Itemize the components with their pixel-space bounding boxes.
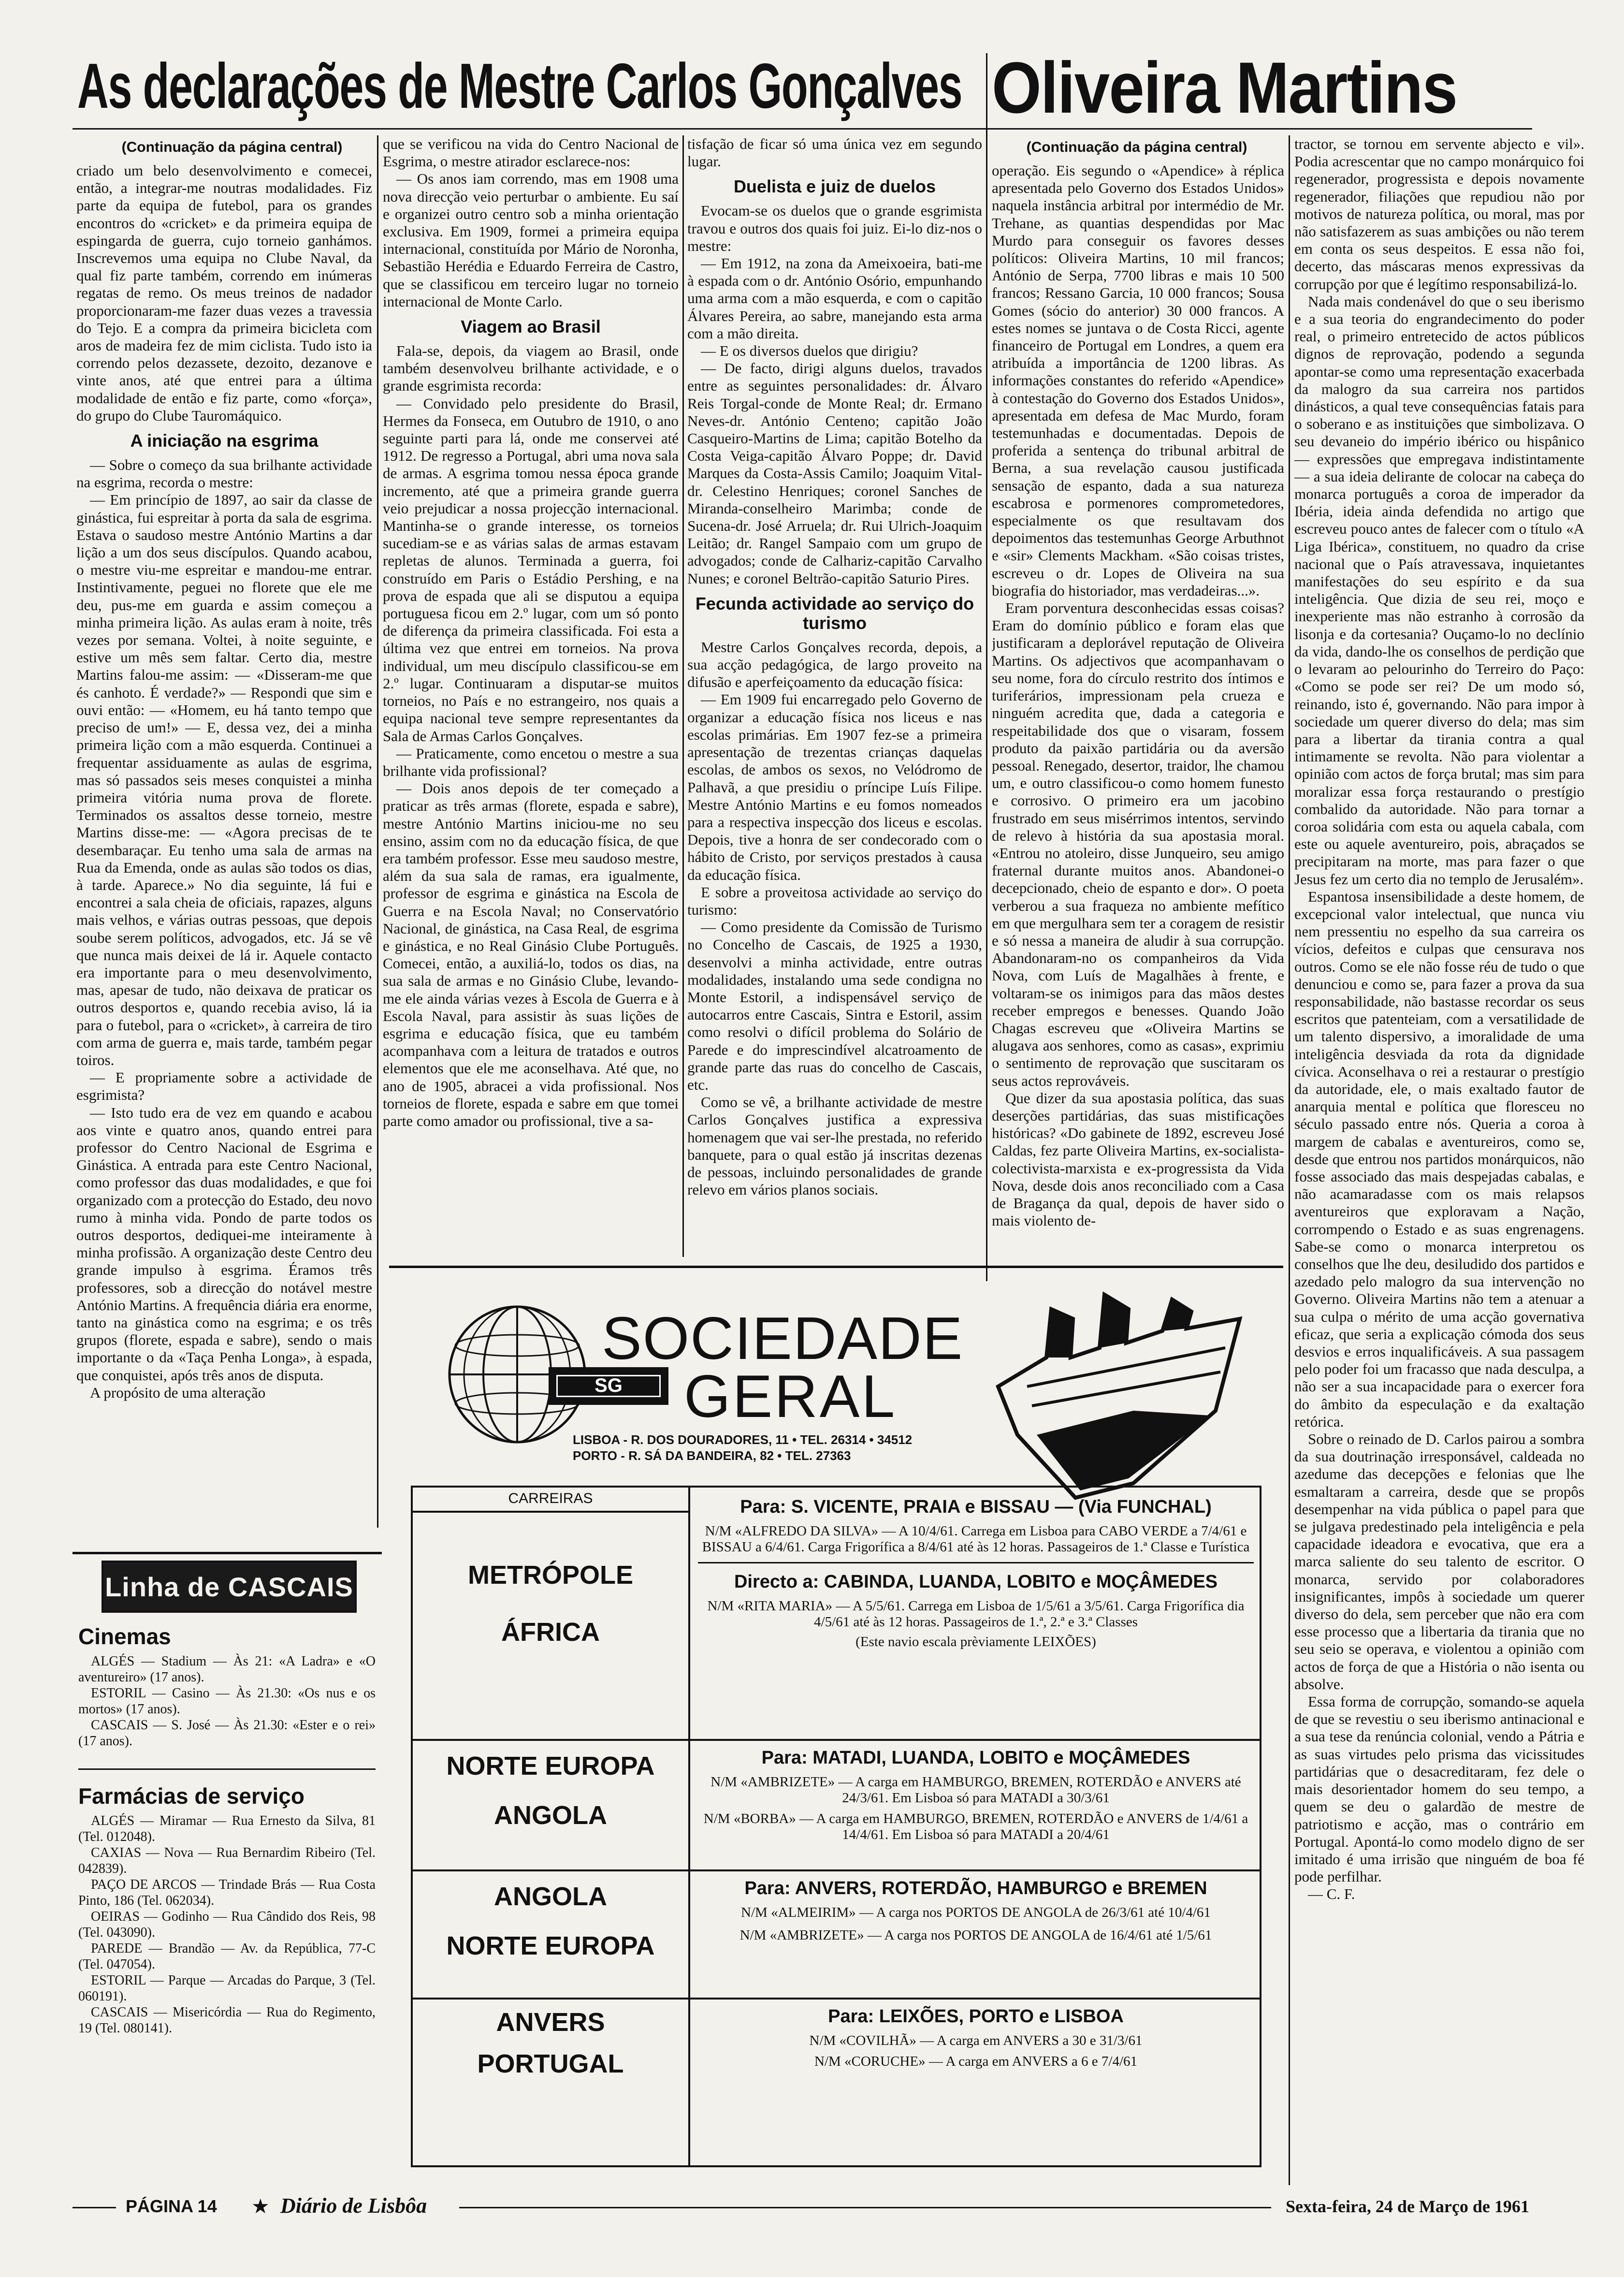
farmacia-item: CASCAIS — Misericórdia — Rua do Regimento, 19 (Tel. 080141). (78, 2005, 376, 2036)
continuation-label-left: (Continuação da página central) (121, 139, 343, 155)
farmacias-list (78, 1813, 376, 2036)
goncalves-c3b-p1: — Em 1912, na zona da Ameixoeira, bati-me à espada com o dr. António Osório, empunhando uma arma com a mão esquerda, e com o capitão Álvares Pereira, ao sabre, manejando esta arma com a mão direita. (687, 255, 982, 342)
route-4-line-a: N/M «COVILHÃ» — A carga em ANVERS a 30 e 31/3/61 (809, 2033, 1143, 2048)
goncalves-c1b-p3: — Isto tudo era de vez em quando e acabou aos vinte e quatro anos, quando entrei para professor do Centro Nacional de Esgrima e Ginástica. A entrada para este Centro Nacional, como professor das duas modalidades, e que foi organizado com a protecção do Estado, deu novo rumo à minha vida. Pondo de parte todos os outros desportos, dediquei-me inteiramente à minha profissão. A organização deste Centro deu grande impulso à esgrima. Éramos três professores, sob a direcção do notável mestre António Martins. A frequência diária era enorme, tanto na ginástica como na esgrima; e os três grupos (florete, espada e sabre), sendo o mais importante o da «Taça Penha Longa», à espada, que conquistei, após três anos de disputa. (76, 1104, 372, 1384)
cascais-banner (102, 1561, 357, 1613)
route-3-from: ANGOLA (494, 1882, 607, 1911)
goncalves-c1b-p4: A propósito de uma alteração (90, 1384, 266, 1401)
route-3-line-a: N/M «ALMEIRIM» — A carga nos PORTOS DE ANGOLA de 26/3/61 até 10/4/61 (741, 1905, 1211, 1920)
footer (72, 2192, 1537, 2221)
goncalves-c1b-p1: — Em princípio de 1897, ao sair da classe de ginástica, fui espreitar à porta da sala de esgrima. Estava o saudoso mestre António Martins a dar lição a um dos seus discípulos. Quando acabou, o mestre viu-me espreitar e mandou-me entrar. Instintivamente, peguei no florete que ele me deu, pus-me em guarda e assim começou a minha primeira lição. As aulas eram à noite, três vezes por semana. Voltei, à noite seguinte, e estive um mês sem faltar. Certo dia, mestre Martins falou-me assim: — «Disseram-me que és canhoto. É verdade?» — Respondi que sim e ouvi então: — «Homem, eu há tanto tempo que preciso de um!» — E, dessa vez, dei a minha primeira lição com a mão esquerda. Continuei a frequentar assiduamente as aulas de esgrima, mas só passados seis meses conquistei a minha primeira vitória numa prova de florete. Terminados os assaltos desse torneio, mestre Martins disse-me: — «Agora precisas de te desembaraçar. Eu tenho uma sala de armas na Rua da Emenda, onde as aulas são todos os dias, à tarde. Aparece.» No dia seguinte, lá fui e encontrei a sala cheia de oficiais, rapazes, alguns mais velhos, e várias outras pessoas, que depois soube serem políticos, advogados, etc. Já se vê que nunca mais deixei de lá ir. Aquele contacto era importante para o meu desenvolvimento, mas, apesar de tudo, não deixava de praticar os outros desportos e, quando recebia aviso, lá ia para o futebol, para o «cricket», à carreira de tiro com arma de guerra e, mais tarde, também pegar toiros. (76, 491, 372, 1068)
route-4-line-b: N/M «CORUCHE» — A carga em ANVERS a 6 e 7/4/61 (814, 2054, 1138, 2069)
route-2-line-b: N/M «BORBA» — A carga em HAMBURGO, BREMEN, ROTERDÃO e ANVERS de 1/4/61 a 14/4/61. Em Lisboa só para MATADI a 20/4/61 (703, 1811, 1248, 1842)
route-1-head-b: Directo a: CABINDA, LUANDA, LOBITO e MOÇÂMEDES (734, 1572, 1218, 1592)
oliveira-col-1 (992, 162, 1284, 1257)
goncalves-c2b-p0: Fala-se, depois, da viagem ao Brasil, onde também desenvolveu brilhante actividade, e o grande esgrimista recorda: (383, 342, 679, 394)
ad-address-porto: PORTO - R. SÁ DA BANDEIRA, 82 • TEL. 27363 (573, 1448, 851, 1463)
goncalves-c3b-p3: — De facto, dirigi alguns duelos, travados entre as seguintes personalidades: dr. Álvaro Reis Torgal-conde de Monte Real; dr. Ermano Neves-dr. António Centeno; capitão João Casqueiro-Martins de Lima; capitão Botelho da Costa Veiga-capitão Álvaro Poppe; dr. David Marques da Costa-Assis Camilo; Joaquim Vital-dr. Celestino Henriques; coronel Sanches de Miranda-conselheiro Marimba; conde de Sucena-dr. José Arruela; dr. Rui Ulrich-Joaquim Leitão; dr. Rangel Sampaio com um grupo de advogados; conde de Calhariz-capitão Carvalho Nunes; e coronel Beltrão-capitão Saturio Pires. (687, 360, 982, 587)
goncalves-c3c-p3: — Como presidente da Comissão de Turismo no Concelho de Cascais, de 1925 a 1930, desenvolvi a minha actividade, entre outras modalidades, instalando uma sede condigna no Monte Estoril, a indispensável serviço de autocarros entre Cascais, Sintra e Estoril, assim como resolvi o difícil problema do Solário de Parede e do imprescindível alcatroamento de grande parte das ruas do concelho de Cascais, etc. (687, 919, 982, 1093)
goncalves-col-2 (383, 135, 679, 1257)
oliveira-c2-p3: Sobre o reinado de D. Carlos pairou a sombra da sua doutrinação irresponsável, caldeada no azedume das decepções e felonias que lhe esmaltaram a carreira, desde que se propôs desempenhar na vida pública o papel para que se julgava predestinado pela inteligência e pela capacidade ideadora e evocativa, que era a marca saliente do seu talento de escritor. O monarca, servido por colaboradores insignificantes, impôs à sociedade um querer diverso do dela, sem perceber que não era com esse processo que a libertaria da tirania que no seu seio se operava, e violentou a opinião com actos de força de que a História o não isenta ou absolve. (1294, 1430, 1584, 1693)
oliveira-c2-p0: tractor, se tornou em servente abjecto e vil». Podia acrescentar que no campo monárquico foi regenerador, progressista e depois novamente regenerador, filiações que repudiou não por motivos de natureza política, ou moral, mas por não satisfazerem as suas ambições ou não terem em conta os seus despeitos. E essa não foi, decerto, das máscaras menos expressivas da corrupção por que é legítimo responsabilizá-lo. (1294, 135, 1584, 292)
route-1-note: (Este navio escala prèviamente LEIXÕES) (856, 1634, 1096, 1649)
route-2-from: NORTE EUROPA (446, 1752, 655, 1781)
route-2-schedule (698, 1746, 1254, 1843)
goncalves-c3c-p2: E sobre a proveitosa actividade ao serviço do turismo: (687, 883, 982, 918)
route-4-schedule (698, 2005, 1254, 2070)
cinemas-list (78, 1653, 376, 1749)
oliveira-c2-p1: Nada mais condenável do que o seu iberismo e a sua teoria do engrandecimento do poder real, o primeiro entretecido de actos públicos dignos de reprovação, podendo a segunda apontar-se como uma representação exacerbada da malogro da sua carreira nos partidos dinásticos, a qual teve consequências fatais para o soberano e as instituições que simbolizava. O seu devaneio do império ibérico ou hispânico — expressões que empregava indistintamente — a sua ideia delirante de colocar na cabeça do monarca português a coroa de imperador da Ibéria, ideia ainda defendida no artigo que escreveu pouco antes de falecer com o título «A Liga Ibérica», constituem, no quadro da crise nacional que o País atravessava, inquietantes manifestações do seu espírito e da sua inteligência. Que dizia de seu rei, moço e inexperiente mas não estranho à corrosão da lisonja e da cortesania? Ouçamo-lo no declínio da vida, dando-lhe os conselhos de perdição que o levaram ao pelourinho do Terreiro do Paço: «Como se pode ser rei? De um modo só, reinando, isto é, governando. Não para impor à sociedade um querer diverso do dela; mas sim para a libertar da tirania contra a qual intimamente se revolta. Não para violentar a opinião com actos de força brutal; mas sim para moralizar essa força restaurando o prestígio combalido da autoridade. Não para tornar a coroa solidária com esta ou aquela cabala, com este ou aquele aventureiro, pois, abraçados se precipitaram na morte, mas para fazer o que Jesus fez um certo dia no templo de Jerusalém». (1294, 292, 1584, 888)
goncalves-c2b-p2: — Praticamente, como encetou o mestre a sua brilhante vida profissional? (383, 744, 679, 779)
footer-star-icon: ★ (251, 2196, 270, 2218)
goncalves-c2-p0: que se verificou na vida do Centro Nacional de Esgrima, o mestre atirador esclarece-nos: (383, 135, 679, 170)
cinema-item: ALGÉS — Stadium — Às 21: «A Ladra» e «O aventureiro» (17 anos). (78, 1654, 376, 1685)
headline-left: As declarações de Mestre Carlos Gonçalves (77, 50, 962, 121)
route-1-line-b: N/M «RITA MARIA» — A 5/5/61. Carrega em Lisboa de 1/5/61 a 3/5/61. Carga Frigorífica dia 4/5/61 até às 12 horas. Passageiros de 1.ª, 2.ª e 3.ª Classes (707, 1598, 1245, 1630)
route-1-line-a: N/M «ALFREDO DA SILVA» — A 10/4/61. Carrega em Lisboa para CABO VERDE a 7/4/61 e BISSAU a 6/4/61. Carga Frigorífica a 8/4/61 até às 12 horas. Passageiros de 1.ª Classe e Turística (702, 1523, 1250, 1555)
oliveira-c2-p2: Espantosa insensibilidade a deste homem, de excepcional valor intelectual, que nunca viu nem pressentiu no espelho da sua carreira os vícios, defeitos e culpas que censurava nos outros. Como se ele não fosse réu de tudo o que denunciou e como se, para fazer a prova da sua responsabilidade, não bastasse recordar os seus escritos que patenteiam, com a versatilidade de um talento dispersivo, a imoralidade de uma inteligência desviada da rota da dignidade cívica. Aconselhava o rei a restaurar o prestígio da autoridade, ele, o mais exaltado fautor de anarquia mental e política que floresceu no século passado entre nós. Queria a coroa à margem de cabalas e aventureiros, como se, desde que entrou nos partidos monárquicos, não fosse associado das mais despejadas cabalas, e não acamaradasse com os mais relapsos aventureiros que exploravam a Nação, corrompendo o Estado e as suas engrenagens. Sabe-se como o monarca interpretou os conselhos que lhe deu, desiludido dos partidos e azedado pelo malogro da sua intervenção no Governo. Oliveira Martins não tem a atenuar a sua culpa o mérito de uma acção governativa eficaz, que seria a explicação cómoda dos seus desvios e erros inqualificáveis. A sua passagem pelo poder foi um fracasso que nada desculpa, a não ser a sua incapacidade para o exercer fora do âmbito da especulação e da exaltação retórica. (1294, 888, 1584, 1430)
ad-brand-line2: GERAL (684, 1363, 897, 1430)
farmacia-item: ALGÉS — Miramar — Rua Ernesto da Silva, 81 (Tel. 012048). (78, 1813, 376, 1844)
continuation-label-right: (Continuação da página central) (1026, 139, 1247, 155)
route-3-left (413, 1882, 688, 1961)
oliveira-c2-p5: — C. F. (1308, 1885, 1355, 1903)
goncalves-c3c-p1: — Em 1909 fui encarregado pelo Governo de organizar a educação física nos liceus e nas escolas primárias. Em 1907 fez-se a primeira apresentação de trezentas crianças daquelas escolas, de ambos os sexos, no Velódromo de Palhavã, a que presidiu o príncipe Luís Filipe. Mestre António Martins e eu fomos nomeados para a respectiva inspecção dos liceus e escolas. Depois, tive a honra de ser condecorado com o hábito de Cristo, por serviços prestados à causa da educação física. (687, 691, 982, 883)
cinema-item: ESTORIL — Casino — Às 21.30: «Os nus e os mortos» (17 anos). (78, 1686, 376, 1717)
goncalves-c2b-p1: — Convidado pelo presidente do Brasil, Hermes da Fonseca, em Outubro de 1910, o ano seguinte parti para lá, onde me conservei até 1912. De regresso a Portugal, abri uma nova sala de armas. A esgrima tomou nessa época grande incremento, até que a primeira grande guerra veio prejudicar a nossa projecção internacional. Mantinha-se o grande interesse, os torneios sucediam-se e as várias salas de armas estavam repletas de alunos. Terminada a guerra, foi construído em Paris o Estádio Pershing, e na prova de espada que ali se disputou a equipa portuguesa ficou em 2.º lugar, com um só ponto de diferença da primeira classificada. Foi esta a última vez que entrei em torneios. Na prova individual, um meu discípulo classificou-se em 2.º lugar. Continuaram a disputar-se muitos torneios, no País e no estrangeiro, nos quais a equipa nacional teve sempre representantes da Sala de Armas Carlos Gonçalves. (383, 394, 679, 744)
goncalves-col-3 (687, 135, 982, 1257)
goncalves-heading-brasil: Viagem ao Brasil (461, 317, 601, 337)
route-1-to: ÁFRICA (501, 1618, 600, 1647)
goncalves-c3c-p0: Mestre Carlos Gonçalves recorda, depois, a sua acção pedagógica, de largo proveito na difusão e aperfeiçoamento da educação física: (687, 638, 982, 691)
goncalves-c2b-p3: — Dois anos depois de ter começado a praticar as três armas (florete, espada e sabre), mestre António Martins iniciou-me no seu ensino, assim com no da educação física, de que era também professor. Esse meu saudoso mestre, além da sua sala de ramas, era igualmente, professor de esgrima e ginástica na Escola de Guerra e na Escola Naval; no Conservatório Nacional, de ginástica, na Casa Real, de esgrima e ginástica, e no Real Ginásio Clube Português. Comecei, então, a auxiliá-lo, todos os dias, na sua sala de armas e no Ginásio Clube, levando-me ele ainda várias vezes à Escola de Guerra e à Escola Naval, para assistir às suas lições de esgrima e educação física, que eu também acompanhava com a leitura de tratados e outros elementos que ele me aconselhava. Até que, no ano de 1905, abracei a vida profissional. Nos torneios de florete, espada e sabre em que tomei parte como amador ou profissional, tive a sa- (383, 780, 679, 1129)
route-3-line-b: N/M «AMBRIZETE» — A carga nos PORTOS DE ANGOLA de 16/4/61 até 1/5/61 (740, 1927, 1212, 1943)
goncalves-c1b-p2: — E propriamente sobre a actividade de esgrimista? (76, 1069, 372, 1104)
ad-address-lisboa: LISBOA - R. DOS DOURADORES, 11 • TEL. 26314 • 34512 (573, 1432, 913, 1447)
route-2-head: Para: MATADI, LUANDA, LOBITO e MOÇÂMEDES (761, 1748, 1190, 1768)
goncalves-c2-p1: — Os anos iam correndo, mas em 1908 uma nova direcção veio perturbar o ambiente. Eu saí e organizei outro centro sob a minha orientação exclusiva. Em 1909, formei a primeira equipa internacional, constituída por Mário de Noronha, Sebastião Herédia e Eduardo Ferreira de Castro, que se classificou em terceiro lugar no torneio internacional de Monte Carlo. (383, 170, 679, 310)
route-1-from: METRÓPOLE (467, 1561, 633, 1590)
farmacia-item: OEIRAS — Godinho — Rua Cândido dos Reis, 98 (Tel. 043090). (78, 1909, 376, 1940)
headline-right: Oliveira Martins (992, 47, 1457, 128)
route-2-line-a: N/M «AMBRIZETE» — A carga em HAMBURGO, BREMEN, ROTERDÃO e ANVERS até 24/3/61. Em Lisboa só para MATADI a 30/3/61 (710, 1774, 1241, 1806)
carreiras-label: CARREIRAS (508, 1490, 593, 1506)
route-1-schedule (698, 1495, 1254, 1650)
route-3-head: Para: ANVERS, ROTERDÃO, HAMBURGO e BREMEN (744, 1878, 1207, 1898)
ship-icon (988, 1290, 1259, 1503)
schedule-table (411, 1486, 1262, 2167)
footer-page: PÁGINA 14 (126, 2196, 217, 2216)
farmacia-item: ESTORIL — Parque — Arcadas do Parque, 3 (Tel. 060191). (78, 1973, 376, 2004)
cinema-item: CASCAIS — S. José — Às 21.30: «Ester e o rei» (17 anos). (78, 1718, 376, 1749)
cascais-banner-text: Linha de CASCAIS (105, 1572, 353, 1602)
goncalves-c1b-p0: — Sobre o começo da sua brilhante actividade na esgrima, recorda o mestre: (76, 456, 372, 491)
oliveira-c1-p0: operação. Eis segundo o «Apendice» à réplica apresentada pelo Governo dos Estados Unidos» naquela instância arbitral por intermédio de Mr. Trehane, as quantias despendidas por Mac Murdo para conseguir os favores desses políticos: Oliveira Martins, 10 mil francos; António de Serpa, 7700 libras e mais 10 500 francos; Ressano Garcia, 10 000 francos; Sousa Gomes (sócio do anterior) 30 000 francos. A estes nomes se juntava o de Costa Ricci, agente financeiro de Portugal em Londres, a quem era atribuída a importância de 1200 libras. As informações constantes do referido «Apendice» à contestação do Governo dos Estados Unidos», apresentada em defesa de Mac Murdo, foram testemunhadas e documentadas. Depois de proferida a sentença do tribunal arbitral de Berna, a sua revelação causou justificada sensação de espanto, dada a sua natureza escabrosa e pormenores comprometedores, especialmente os que resultavam dos depoimentos das testemunhas George Arbuthnot e «sir» Clements Mackham. «São coisas tristes, escreveu o dr. Lopes de Oliveira na sua biografia do historiador, mas verdadeiras...». (992, 162, 1284, 599)
ad-brand-line1: SOCIEDADE (602, 1305, 964, 1372)
route-4-from: ANVERS (496, 2008, 605, 2037)
goncalves-col-1 (76, 162, 372, 1537)
farmacia-item: PAREDE — Brandão — Av. da República, 77-C (Tel. 047054). (78, 1941, 376, 1972)
ad-sociedade-geral (389, 1266, 1283, 2175)
farmacias-title: Farmácias de serviço (78, 1783, 304, 1809)
route-4-left (413, 2007, 688, 2079)
route-2-left (413, 1751, 688, 1830)
route-3-schedule (698, 1877, 1254, 1943)
goncalves-c3c-p4: Como se vê, a brilhante actividade de mestre Carlos Gonçalves justifica a expressiva homenagem que vai ser-lhe prestada, no referido banquete, para o qual estão já inscritas dezenas de pessoas, incluindo personalidades de grande relevo em vários planos sociais. (687, 1094, 982, 1198)
cascais-box (72, 1561, 382, 2179)
logo-initials: SG (594, 1375, 623, 1396)
route-4-to: PORTUGAL (477, 2049, 624, 2078)
route-2-to: ANGOLA (494, 1801, 607, 1830)
goncalves-heading-turismo: Fecunda actividade ao serviço do turismo (695, 593, 974, 633)
goncalves-heading-duelos: Duelista e juiz de duelos (733, 176, 936, 197)
route-1-head-a: Para: S. VICENTE, PRAIA e BISSAU — (Via FUNCHAL) (740, 1497, 1212, 1517)
goncalves-c3-p0: tisfação de ficar só uma única vez em segundo lugar. (687, 135, 982, 170)
route-3-to: NORTE EUROPA (446, 1931, 655, 1960)
oliveira-c2-p4: Essa forma de corrupção, somando-se aquela de que se revestiu o seu iberismo antinacional e a sua tese da renúncia colonial, vendo a Pátria e as suas virtudes pelo prisma das vicissitudes partidárias que o desacreditaram, fez dele o mais desorientador homem do seu tempo, a quem se deu o galardão de mestre de patriotismo e acção, mas o contrário em Portugal. Apontá-lo como modelo digno de ser imitado é uma irrisão que ninguém de boa fé pode perfilhar. (1294, 1693, 1584, 1885)
oliveira-col-2 (1294, 135, 1584, 2181)
farmacia-item: CAXIAS — Nova — Rua Bernardim Ribeiro (Tel. 042839). (78, 1845, 376, 1876)
oliveira-c1-p2: Que dizer da sua apostasia política, das suas deserções partidárias, das suas mistificações históricas? «Do gabinete de 1892, escreveu José Caldas, fez parte Oliveira Martins, ex-socialista-colectivista-marxista e ex-progressista da Vida Nova, desde dois anos reconciliado com a Casa de Bragança da qual, depois de haver sido o mais violento de- (992, 1089, 1284, 1229)
cinemas-title: Cinemas (78, 1624, 171, 1649)
route-1-left (413, 1560, 688, 1647)
farmacia-item: PAÇO DE ARCOS — Trindade Brás — Rua Costa Pinto, 186 (Tel. 062034). (78, 1877, 376, 1908)
oliveira-c1-p1: Eram porventura desconhecidas essas coisas? Eram do domínio público e foram elas que justificaram a deplorável reputação de Oliveira Martins. Os adjectivos que acompanhavam o seu nome, fora do círculo restrito dos íntimos e turiferários, impressionam pela crueza e ninguém acredita que, dada a categoria e respeitabilidade dos que o visaram, fossem produto da paixão partidária ou da aversão pessoal. Renegado, desertor, traidor, lhe chamou um, e outro classificou-o como homem funesto e corrosivo. O primeiro era um jacobino frustrado em seus misérrimos intentos, servindo de relevo à história da sua apostasia moral. «Entrou no atoleiro, disse Junqueiro, seu amigo fraternal durante muitos anos. Abandonei-o decepcionado, cheio de espanto e dor». O poeta verberou a sua fraqueza no ambiente mefítico em que mergulhara sem ter a coragem de resistir e só nessa a maneira de aludir à sua corrupção. Abandonaram-no os companheiros da Vida Nova, com Luís de Magalhães à frente, e voltaram-se os inimigos para das mãos destes receber empregos e benesses. Quando João Chagas escreveu que «Oliveira Martins se alugava aos senhores, como as casas», exprimiu o sentimento de reprovação que suscitaram os seus actos reprováveis. (992, 599, 1284, 1089)
goncalves-heading-iniciacao: A iniciação na esgrima (130, 431, 319, 451)
footer-date: Sexta-feira, 24 de Março de 1961 (1286, 2197, 1529, 2216)
goncalves-c3b-p2: — E os diversos duelos que dirigiu? (701, 342, 918, 360)
footer-paper-name: Diário de Lisbôa (280, 2194, 427, 2218)
goncalves-c3b-p0: Evocam-se os duelos que o grande esgrimista travou e outros dos quais foi juiz. Ei-lo diz-nos o mestre: (687, 202, 982, 254)
route-4-head: Para: LEIXÕES, PORTO e LISBOA (828, 2006, 1124, 2027)
goncalves-c1-p0: criado um belo desenvolvimento e comecei, então, a integrar-me noutras modalidades. Fiz parte da equipa de futebol, para os grandes encontros do «cricket» e da primeira equipa de espingarda de guerra, cujo torneio ganhámos. Inscrevemos uma equipa no Clube Naval, da qual fiz parte também, correndo em inúmeras regatas de remo. Os meus treinos de nadador proporcionaram-me fazer duas vezes a travessia do Tejo. E a compra da primeira bicicleta com aros de madeira fez de mim ciclista. Tudo isto ia correndo pelos dezassete, dezoito, dezanove e vinte anos, até que entrei para a última modalidade de então e fiz parte, como «força», do grupo do Clube Tauromáquico. (76, 162, 372, 424)
